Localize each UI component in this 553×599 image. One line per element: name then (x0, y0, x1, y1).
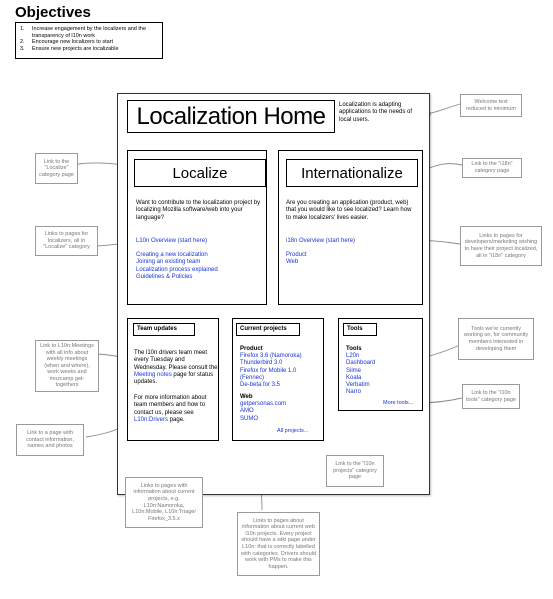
objectives-title: Objectives (15, 4, 91, 21)
localize-link[interactable]: Guidelines & Policies (136, 273, 193, 280)
tools-title: Tools (343, 323, 377, 336)
i18n-link[interactable]: Product (286, 252, 307, 258)
tools-subheading: Tools (346, 346, 362, 352)
product-link[interactable]: Firefox for Mobile 1.0 (Fennec) (240, 367, 297, 381)
team-updates-para1 (134, 350, 218, 386)
web-link[interactable]: SUMO (240, 415, 258, 422)
tool-link[interactable]: L20n (346, 353, 360, 359)
localize-link[interactable]: Localization process explained (136, 266, 218, 273)
team-updates-title: Team updates (133, 323, 195, 336)
note-localize-category: Link to the "Localize" category page (35, 153, 78, 184)
note-developer-pages: Links to pages for developers/marketing wishing to have their project localized, all in "i18n" category (460, 226, 542, 266)
team-para2-text: For more information about team members and how to contact us, please see (134, 395, 207, 416)
all-projects-link[interactable]: All projects... (277, 428, 309, 434)
tool-link[interactable]: Narro (346, 389, 362, 396)
home-title: Localization Home (136, 102, 326, 130)
connector-welcome (426, 104, 460, 114)
localize-intro: Want to contribute to the localization project by localizing Mozilla software/web into your language? (136, 200, 261, 221)
product-heading: Product (240, 346, 263, 352)
i18n-overview-link[interactable]: i18n Overview (start here) (286, 238, 356, 244)
tool-link[interactable]: Silme (346, 367, 362, 374)
note-web-projects: Links to pages about information about current web l10n projects. Every project should have a wiki page under L10n: that is correctly labelled with categories. Drivers should work with PMs to make this happen. (237, 512, 320, 576)
note-projects-category: Link to the "l10n projects" category page (326, 455, 384, 487)
note-welcome: Welcome text reduced to minimum (460, 94, 522, 117)
home-description: Localization is adapting applications to the needs of local users. (339, 102, 413, 123)
drivers-link[interactable]: L10n:Drivers (134, 416, 169, 423)
objective-text: Ensure new projects are localizable (32, 45, 119, 52)
objective-number: 2. (20, 39, 25, 46)
note-meetings: Link to L10n:Meetings with all info about weekly meetings (when and where), work weeks and mozcamp get-togethers (35, 340, 99, 392)
meeting-notes-link[interactable]: Meeting notes (134, 371, 172, 378)
note-current-projects: Links to pages with information about current projects, e.g. L10n:Namoroka, L10n:Mobile, L10n:Triage/ Firefox_3.5.x (125, 477, 203, 528)
team-para2-tail: page. (169, 416, 185, 423)
note-tools-working: Tools we're currently working on, for community members interested in developing them (458, 318, 534, 360)
localize-link[interactable]: Joining an existing team (136, 259, 201, 266)
web-links (240, 401, 286, 423)
i18n-link[interactable]: Web (286, 259, 299, 266)
product-link[interactable]: De-beta for 3.5 (240, 382, 281, 389)
localize-links (136, 252, 218, 281)
web-heading: Web (240, 394, 253, 400)
more-tools-link[interactable]: More tools... (383, 400, 414, 406)
localize-title[interactable]: Localize (134, 159, 266, 187)
product-link[interactable]: Thunderbird 3.0 (240, 360, 283, 367)
team-para1-tail: page for status updates. (134, 371, 214, 386)
tool-link[interactable]: Koala (346, 374, 362, 381)
home-title-box (127, 100, 335, 133)
team-para1-text: The l10n drivers team meet every Tuesday and Wednesday. Please consult the (134, 350, 218, 371)
web-link[interactable]: AMO (240, 408, 254, 415)
i18n-links (286, 252, 307, 267)
tool-link[interactable]: Verbatim (346, 382, 370, 389)
team-updates-para2 (134, 395, 218, 424)
objective-text: Increase engagement by the localizers and the transparency of l10n work (32, 26, 147, 39)
objective-number: 1. (20, 26, 25, 32)
web-link[interactable]: getpersonas.com (240, 401, 287, 407)
current-projects-title: Current projects (236, 323, 300, 336)
l10n-overview-link[interactable]: L10n Overview (start here) (136, 238, 208, 244)
note-localizers-pages: Links to pages for localizers, all in "Localize" category (35, 226, 98, 256)
product-links (240, 353, 322, 389)
tools-links (346, 353, 375, 397)
note-contact: Link to a page with contact information, names and photos (16, 424, 84, 456)
localize-link[interactable]: Creating a new localization (136, 252, 208, 258)
note-tools-category: Link to the "l10n tools" category page (462, 384, 520, 409)
i18n-title[interactable]: Internationalize (286, 159, 418, 187)
objective-number: 3. (20, 45, 25, 52)
objective-text: Encourage new localizers to start (32, 39, 114, 46)
note-i18n-category: Link to the "i18n" category page (462, 158, 522, 178)
i18n-intro: Are you creating an application (product, web) that you would like to see localized? Learn how to make localizers' lives easier. (286, 200, 412, 221)
tool-link[interactable]: Dashboard (346, 360, 376, 367)
product-link[interactable]: Firefox 3.6 (Namoroka) (240, 353, 302, 359)
